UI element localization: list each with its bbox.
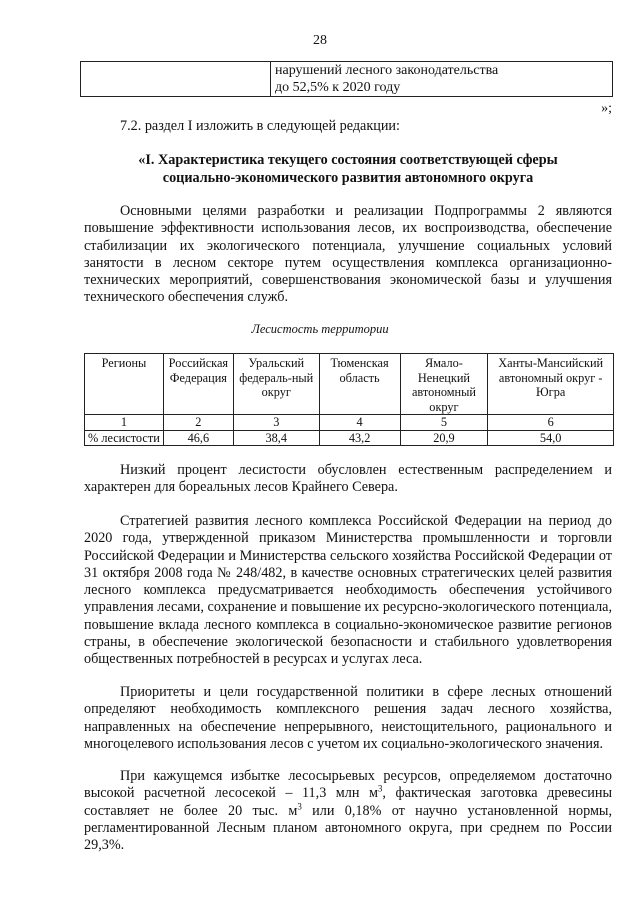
column-number-1: 1 — [85, 415, 164, 431]
paragraph-goals: Основными целями разработки и реализации Подпрограммы 2 являются повышение эффективности использования лесов, их воспроизводства, обеспечение стабилизации их экологического потенциала, улучшение социальных условий занятости в лесном секторе путем осуществления комплекса организационно-технических мероприятий, совершенствования экономической базы и улучшения технического обеспечения служб. — [84, 203, 612, 306]
value-khmao: 54,0 — [488, 430, 614, 446]
forest-table-number-row — [85, 415, 614, 431]
column-number-2: 2 — [163, 415, 233, 431]
value-tyumen: 43,2 — [319, 430, 400, 446]
resources-sup-2: 3 — [297, 800, 302, 811]
row-label-forest-percent: % лесистости — [85, 430, 164, 446]
continuation-table — [80, 61, 613, 97]
continuation-line-2: до 52,5% к 2020 году — [275, 80, 401, 95]
section-heading-line-2: социально-экономического развития автономного округа — [162, 170, 534, 186]
header-tyumen: Тюменская область — [319, 354, 400, 415]
resources-text-3: или 0,18% от научно установленной нормы, регламентированной Лесным планом автономного округа, при среднем по России 29,3%. — [84, 802, 613, 854]
resources-sup-1: 3 — [377, 783, 383, 794]
paragraph-priorities: Приоритеты и цели государственной политики в сфере лесных отношений определяют необходимость комплексного решения задач лесного хозяйства, направленных на обеспечение непрерывного, неистощительного, рационального и многоцелевого использования лесов с учетом их социально-экологического значения. — [84, 684, 612, 752]
forest-cover-table — [84, 353, 614, 446]
header-ural: Уральский федераль-ный округ — [233, 354, 319, 415]
column-number-5: 5 — [400, 415, 488, 431]
page-number: 28 — [313, 33, 327, 48]
value-yamal: 20,9 — [400, 430, 488, 446]
resources-text-1: При кажущемся избытке лесосырьевых ресурсов, определяемом достаточно высокой расчетной лесосекой – 11,3 млн м — [84, 768, 612, 802]
continuation-text-cell — [271, 62, 613, 97]
column-number-6: 6 — [488, 415, 614, 431]
section-heading — [84, 151, 612, 187]
intro-line: 7.2. раздел I изложить в следующей редакции: — [120, 118, 400, 134]
value-russia: 46,6 — [163, 430, 233, 446]
section-heading-line-1: «I. Характеристика текущего состояния соответствующей сферы — [138, 152, 558, 168]
header-regions: Регионы — [85, 354, 164, 415]
header-russia: Российская Федерация — [163, 354, 233, 415]
paragraph-resources — [84, 768, 612, 854]
header-khmao: Ханты-Мансийский автономный округ - Югра — [488, 354, 614, 415]
closing-quote: »; — [601, 101, 612, 116]
column-number-4: 4 — [319, 415, 400, 431]
forest-table-header-row — [85, 354, 614, 415]
table-title: Лесистость территории — [251, 322, 389, 336]
continuation-line-1: нарушений лесного законодательства — [275, 63, 499, 78]
resources-text-2: , фактическая заготовка древесины составляет не более 20 тыс. м — [84, 785, 612, 819]
column-number-3: 3 — [233, 415, 319, 431]
paragraph-low-forest: Низкий процент лесистости обусловлен естественным распределением и характерен для бореальных лесов Крайнего Севера. — [84, 462, 612, 496]
forest-table-data-row — [85, 430, 614, 446]
continuation-empty-cell — [81, 62, 271, 97]
paragraph-strategy: Стратегией развития лесного комплекса Российской Федерации на период до 2020 года, утвержденной приказом Министерства промышленности и торговли Российской Федерации и Министерства сельского хозяйства Российской Федерации от 31 октября 2008 года № 248/482, в качестве основных стратегических целей развития лесного комплекса предусматривается необходимость обеспечения устойчивого управления лесами, сохранение и повышение их ресурсно-экологического потенциала, повышение вклада лесного комплекса в социально-экономическое развитие регионов страны, в обеспечение экологической безопасности и стабильного удовлетворения общественных потребностей в ресурсах и услугах леса. — [84, 513, 612, 668]
header-yamal: Ямало-Ненецкий автономный округ — [400, 354, 488, 415]
value-ural: 38,4 — [233, 430, 319, 446]
